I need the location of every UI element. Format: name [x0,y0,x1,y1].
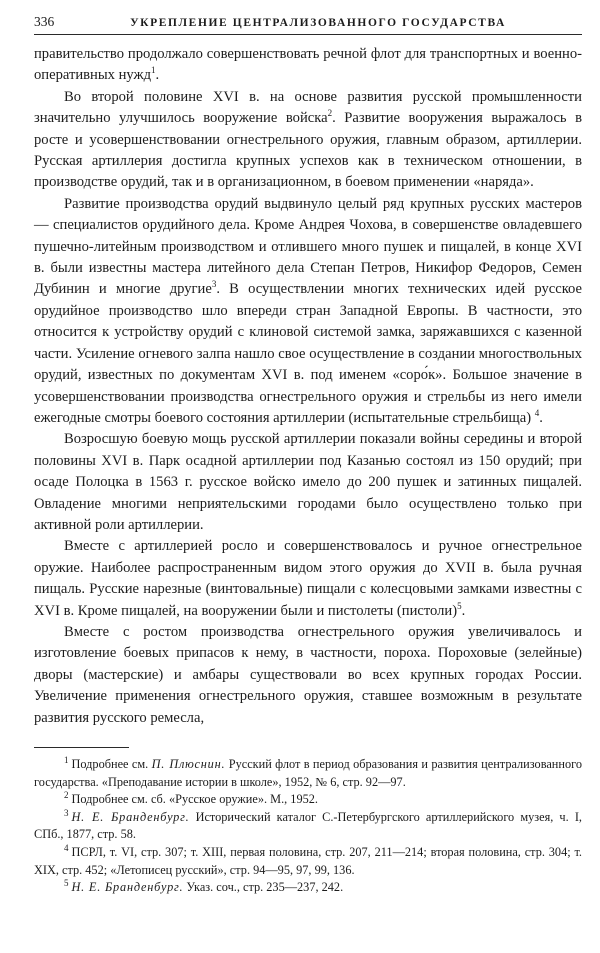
footnote-1-number: 1 [64,754,69,765]
footnote-5-text: Указ. соч., стр. 235—237, 242. [183,880,344,895]
paragraph-5-text: Вместе с артиллерией росло и совершенствовалось и ручное огнестрельное оружие. Наиболее распространенным видом этого оружия до XVII в. была ручная пищаль. Русские нарезные (винтовальные) пищали с колесцовыми замками известны с XVI в. Кроме пищалей, на вооружении были и пистолеты (пистоли) [34,538,582,619]
running-title: УКРЕПЛЕНИЕ ЦЕНТРАЛИЗОВАННОГО ГОСУДАРСТВА [130,17,506,29]
footnote-ref-1: 1 [151,65,156,76]
paragraph-3-after: . В осуществлении многих технических идей русское орудийное производство шло впереди стран Западной Европы. В частности, это относится к устройству орудий с клиновой системой замка, заряжавшихся с казенной части. Усиление огневого залпа нашло свое осуществление в создании многоствольных орудий, известных по документам XVI в. под именем «соро́к». Большое значение в усовершенствовании производства огнестрельного оружия и стрельбы из него имели ежегодные смотры боевого состояния артиллерии (испытательные стрельбища) [34,281,582,426]
paragraph-6-text: Вместе с ростом производства огнестрельного оружия увеличивалось и изготовление боевых припасов к нему, в частности, пороха. Пороховые (зелейные) дворы (мастерские) и амбары существовали во всех крупных городах России. Увеличение применения огнестрельного оружия, ставшее возможным в результате развития русского ремесла, [34,623,582,726]
paragraph-2-text: Во второй половине XVI в. на основе развития русской промышленности значительно улучшилось вооружение войска [34,88,582,127]
footnote-1-lead: Подробнее см. [71,757,152,771]
footnote-3 [34,809,582,844]
footnote-ref-2: 2 [327,108,333,119]
footnote-5 [34,879,582,897]
footnote-5-number: 5 [64,878,69,889]
paragraph-3-text: Развитие производства орудий выдвинуло целый ряд крупных русских мастеров — специалистов орудийного дела. Кроме Андрея Чохова, в совершенстве овладевшего пушечно-литейным производством и отлившего много пушек и пищалей, в конце XVI в. были известны мастера литейного дела Степан Петров, Никифор Федоров, Семен Дубинин и многие другие [34,195,582,298]
paragraph-6 [34,622,582,729]
page-number: 336 [34,14,55,29]
paragraph-3: Развитие производства орудий выдвинуло целый ряд крупных русских мастеров — специалистов орудийного дела. Кроме Андрея Чохова, в совершенстве овладевшего пушечно-литейным производством и отлившего много пушек и пищалей, в конце XVI в. были известны мастера литейного дела Степан Петров, Никифор Федоров, Семен Дубинин и многие другие$^3$. В осуществлении многих технических идей русское орудийное производство шло впереди стран Западной Европы. В частности, это относится к устройству орудий с клиновой системой замка, заряжавшихся с казенной части. Усиление огневого залпа нашло свое осуществление в создании многоствольных орудий, известных по документам XVI в. под именем «соро́к». Большое значение в усовершенствовании производства огнестрельного оружия и стрельбы из него имели ежегодные смотры боевого состояния артиллерии (испытательные стрельбища) $^4$. [34,195,582,426]
paragraph-1-text: правительство продолжало совершенствовать речной флот для транспортных и военно-оперативных нужд [34,46,582,84]
footnote-4-number: 4 [64,842,69,853]
paragraph-5 [34,536,582,622]
footnote-2-number: 2 [64,790,69,801]
paragraph-4-text: Возросшую боевую мощь русской артиллерии показали войны середины и второй половины XVI в. Парк осадной артиллерии под Казанью состоял из 150 орудий; при осаде Полоцка в 1563 г. русское войско имело до 200 пушек и затинных пищалей. Овладение многими неприятельскими городами было осуществлено только при активной роли артиллерии. [34,431,582,533]
paragraph-1 [34,44,582,87]
paragraph-1-after: . [155,67,160,84]
footnote-1-text: Русский флот в период образования и развития централизованного государства. «Преподавание истории в школе», 1952, № 6, стр. 92—97. [34,757,582,789]
footnote-ref-5: 5 [457,600,462,611]
footnote-4-lead: ПСРЛ, т. VI, стр. 307; т. XIII, первая половина, стр. 207, 211—214; вторая половина, стр. 304; т. XIX, стр. 452; «Летописец русский», стр. 94—95, 97, 99, 136. [34,844,582,877]
footnote-1-author: П. Плюснин. [151,757,226,771]
footnote-rule [34,747,129,748]
body-text [34,44,582,729]
footnote-5-author: Н. Е. Бранденбург. [71,880,184,895]
footnote-3-number: 3 [64,807,69,818]
footnote-2-lead: Подробнее см. сб. «Русское оружие». М., 1952. [71,792,318,807]
running-head [34,14,582,35]
footnote-ref-4: 4 [534,408,540,419]
footnote-3-author: Н. Е. Бранденбург. [71,809,190,824]
paragraph-2-after: . Развитие вооружения выражалось в росте и усовершенствовании огнестрельного оружия, главным образом, артиллерии. Русская артиллерия достигла крупных успехов как в техническом отношении, в производстве орудий, так и в организационном, в боевом применении «наряда». [34,110,582,191]
paragraph-5-after: . [461,602,466,619]
footnotes [34,756,582,897]
footnote-3-text: Исторический каталог С.-Петербургского артиллерийского музея, ч. I, СПб., 1877, стр. 58. [34,809,582,842]
footnote-ref-3: 3 [211,279,217,290]
footnote-1 [34,756,582,791]
paragraph-2 [34,87,582,194]
footnote-2 [34,791,582,809]
paragraph-4 [34,429,582,536]
footnote-4 [34,844,582,879]
